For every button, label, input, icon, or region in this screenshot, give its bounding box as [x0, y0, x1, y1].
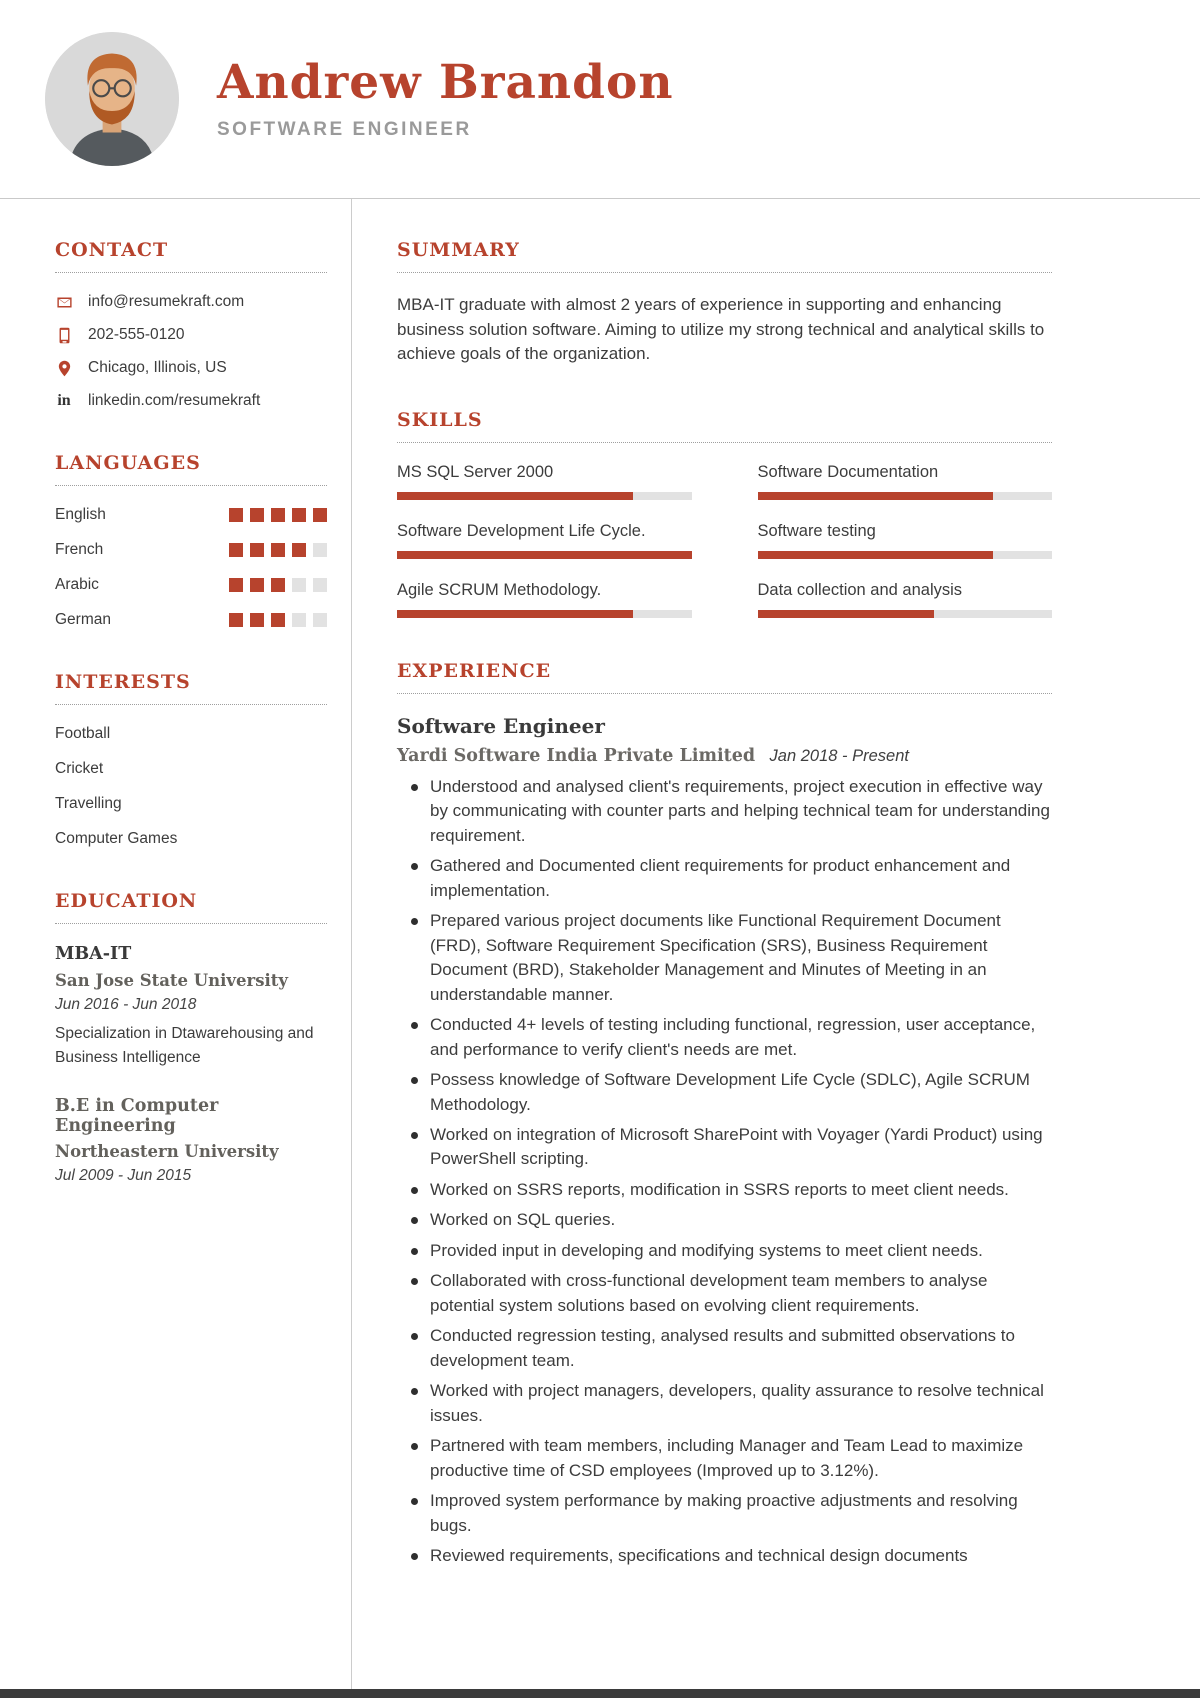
skills-section: [397, 409, 1052, 618]
job-bullet: Improved system performance by making proactive adjustments and resolving bugs.: [397, 1489, 1052, 1538]
skill-bar: [758, 492, 1053, 500]
skill-item: [758, 463, 1053, 500]
contact-section: [55, 239, 327, 410]
languages-section: [55, 452, 327, 629]
person-name: Andrew Brandon: [217, 55, 674, 111]
education-school: San Jose State University: [55, 971, 288, 990]
language-level-square: [271, 543, 285, 557]
language-row: [55, 506, 327, 524]
contact-item-linkedin: [55, 392, 327, 410]
language-level: [229, 578, 327, 592]
job-bullet: Reviewed requirements, specifications and technical design documents: [397, 1544, 1052, 1568]
education-degree: MBA-IT: [55, 944, 132, 964]
job-title: Software Engineer: [397, 713, 605, 738]
language-level-square: [271, 508, 285, 522]
avatar: [45, 32, 179, 166]
skill-bar: [758, 551, 1053, 559]
language-name: German: [55, 611, 111, 628]
language-level-square: [313, 508, 327, 522]
education-dates: Jul 2009 - Jun 2015: [55, 1167, 192, 1185]
language-level-square: [229, 543, 243, 557]
language-level: [229, 543, 327, 557]
summary-section: [397, 239, 1052, 367]
contact-item-location: [55, 359, 327, 377]
job-bullet: Worked on integration of Microsoft SharePoint with Voyager (Yardi Product) using PowerShell scripting.: [397, 1123, 1052, 1172]
language-level-square: [229, 578, 243, 592]
skill-item: [758, 522, 1053, 559]
skills-heading: SKILLS: [397, 409, 1052, 443]
skill-bar: [397, 610, 692, 618]
content: [0, 199, 1200, 1698]
job-bullet: Understood and analysed client's requirements, project execution in effective way by communicating with counter parts and helping technical team for understanding requirement.: [397, 775, 1052, 848]
job-bullet: Conducted regression testing, analysed results and submitted observations to development team.: [397, 1324, 1052, 1373]
language-level-square: [313, 543, 327, 557]
skill-name: MS SQL Server 2000: [397, 462, 554, 481]
person-job-title: SOFTWARE ENGINEER: [217, 118, 472, 140]
language-row: [55, 576, 327, 594]
left-column: [0, 199, 352, 1698]
language-name: Arabic: [55, 576, 99, 593]
email-icon: [55, 293, 73, 311]
skill-bar: [397, 551, 692, 559]
job-bullet: Gathered and Documented client requirements for product enhancement and implementation.: [397, 854, 1052, 903]
language-level-square: [271, 578, 285, 592]
skill-bar: [758, 610, 1053, 618]
skill-bar-fill: [758, 492, 994, 500]
skills-grid: [397, 463, 1052, 618]
language-level-square: [313, 578, 327, 592]
skill-item: [758, 581, 1053, 618]
skill-bar-fill: [758, 551, 994, 559]
language-level-square: [292, 578, 306, 592]
interests-section: [55, 671, 327, 848]
interests-heading: INTERESTS: [55, 671, 327, 705]
contact-heading: CONTACT: [55, 239, 327, 273]
language-level-square: [292, 543, 306, 557]
job-meta: [397, 746, 1052, 766]
education-entry: [55, 944, 327, 1070]
language-level: [229, 613, 327, 627]
job-dates: Jan 2018 - Present: [769, 746, 909, 765]
language-level-square: [229, 508, 243, 522]
job-bullet: Worked with project managers, developers, quality assurance to resolve technical issues.: [397, 1379, 1052, 1428]
language-name: English: [55, 506, 106, 523]
skill-bar: [397, 492, 692, 500]
phone-icon: [55, 326, 73, 344]
skill-item: [397, 522, 692, 559]
education-entry: [55, 1096, 327, 1185]
job-bullet: Worked on SQL queries.: [397, 1208, 1052, 1232]
experience-heading: EXPERIENCE: [397, 660, 1052, 694]
language-level-square: [229, 613, 243, 627]
languages-heading: LANGUAGES: [55, 452, 327, 486]
contact-email: info@resumekraft.com: [88, 293, 245, 310]
language-name: French: [55, 541, 104, 558]
summary-heading: SUMMARY: [397, 239, 1052, 273]
education-degree: B.E in Computer Engineering: [55, 1096, 219, 1137]
location-icon: [55, 359, 73, 377]
language-level-square: [292, 508, 306, 522]
interest-item: Football: [55, 725, 111, 742]
language-level-square: [250, 508, 264, 522]
skill-name: Data collection and analysis: [757, 580, 963, 599]
contact-item-phone: [55, 326, 327, 344]
education-section: [55, 890, 327, 1185]
header: [0, 0, 1200, 199]
summary-text: MBA-IT graduate with almost 2 years of experience in supporting and enhancing business solution software. Aiming to utilize my strong technical and analytical skills to achieve goals of the organization.: [397, 295, 1045, 364]
skill-bar-fill: [397, 610, 633, 618]
language-level-square: [292, 613, 306, 627]
job-bullet: Collaborated with cross-functional development team members to analyse potential system solutions based on evolving client requirements.: [397, 1269, 1052, 1318]
job-bullet: Partnered with team members, including Manager and Team Lead to maximize productive time of CSD employees (Improved up to 3.12%).: [397, 1434, 1052, 1483]
skill-name: Software testing: [757, 521, 876, 540]
language-level-square: [250, 578, 264, 592]
job-bullet: Possess knowledge of Software Development Life Cycle (SDLC), Agile SCRUM Methodology.: [397, 1068, 1052, 1117]
language-row: [55, 541, 327, 559]
language-level-square: [250, 543, 264, 557]
contact-phone: 202-555-0120: [88, 326, 185, 343]
interest-item: Cricket: [55, 760, 104, 777]
education-details: Specialization in Dtawarehousing and Business Intelligence: [55, 1025, 314, 1067]
skill-bar-fill: [397, 551, 692, 559]
contact-linkedin: linkedin.com/resumekraft: [88, 392, 261, 409]
contact-location: Chicago, Illinois, US: [88, 359, 227, 376]
language-row: [55, 611, 327, 629]
job-bullet: Conducted 4+ levels of testing including functional, regression, user acceptance, and performance to verify client's needs are met.: [397, 1013, 1052, 1062]
interest-item: Travelling: [55, 795, 122, 812]
education-school: Northeastern University: [55, 1142, 279, 1162]
header-text: [217, 57, 673, 141]
skill-bar-fill: [758, 610, 935, 618]
contact-item-email: [55, 293, 327, 311]
skill-name: Agile SCRUM Methodology.: [397, 580, 602, 599]
skill-bar-fill: [397, 492, 633, 500]
linkedin-icon: in: [57, 392, 71, 409]
experience-section: [397, 660, 1052, 1569]
job-bullet: Worked on SSRS reports, modification in SSRS reports to meet client needs.: [397, 1178, 1052, 1202]
language-level: [229, 508, 327, 522]
job-company: Yardi Software India Private Limited: [397, 745, 756, 766]
education-heading: EDUCATION: [55, 890, 327, 924]
avatar-photo: [45, 32, 179, 166]
education-dates: Jun 2016 - Jun 2018: [55, 996, 197, 1013]
skill-item: [397, 581, 692, 618]
skill-item: [397, 463, 692, 500]
job-bullet: Prepared various project documents like Functional Requirement Document (FRD), Software Requirement Specification (SRS), Business Requirement Document (BRD), Stakeholder Management and Minutes of Meeting in an understandable manner.: [397, 909, 1052, 1007]
page-footer-bar: [0, 1689, 1200, 1698]
language-level-square: [313, 613, 327, 627]
language-level-square: [250, 613, 264, 627]
language-level-square: [271, 613, 285, 627]
skill-name: Software Development Life Cycle.: [397, 521, 646, 540]
right-column: [352, 199, 1200, 1698]
job-entry: [397, 714, 1052, 1569]
skill-name: Software Documentation: [757, 462, 939, 481]
job-bullet-list: [397, 775, 1052, 1569]
interest-item: Computer Games: [55, 830, 178, 847]
job-bullet: Provided input in developing and modifying systems to meet client needs.: [397, 1239, 1052, 1263]
